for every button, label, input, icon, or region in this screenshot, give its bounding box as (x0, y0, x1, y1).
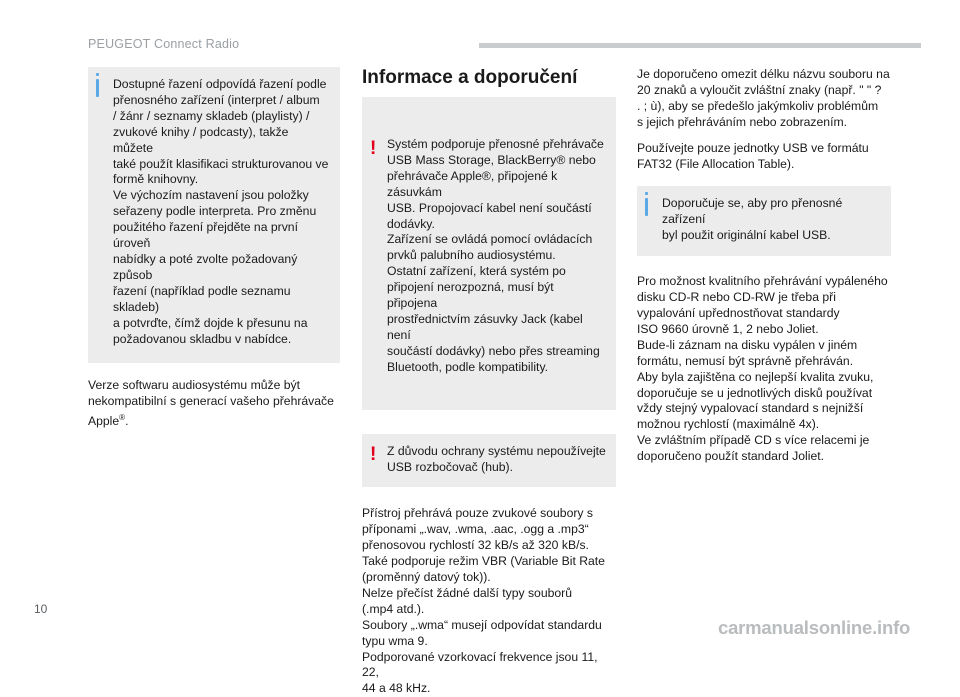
warning-box-usb-hub (362, 434, 616, 488)
audio-formats-paragraph: Přístroj přehrává pouze zvukové soubory s příponami „.wav, .wma, .aac, .ogg a .mp3“ přenosovou rychlostí 32 kB/s až 320 kB/s. Také podporuje režim VBR (Variable Bit Rate (proměnný datový tok)). Nelze přečíst žádné další typy souborů (.mp4 atd.). Soubory „.wma“ musejí odpovídat standardu typu wma 9. Podporované vzorkovací frekvence jsou 11, 22, 44 a 48 kHz. (362, 506, 605, 696)
warning-box-supported-devices (362, 97, 616, 410)
column-1 (88, 67, 340, 430)
warning-icon: ! (370, 443, 377, 465)
info-icon (96, 79, 99, 97)
info-box-sorting (88, 67, 340, 363)
cd-burning-paragraph: Pro možnost kvalitního přehrávání vypáleného disku CD-R nebo CD-RW je třeba při vypalování upřednostňovat standardy ISO 9660 úrovně 1, 2 nebo Joliet. Bude-li záznam na disku vypálen v jiném formátu, nemusí být správně přehráván. Aby byla zajištěna co nejlepší kvalita zvuku, doporučuje se u jednotlivých disků používat vždy stejný vypalovací standard s nejnižší možnou rychlostí (maximálně 4x). Ve zvláštním případě CD s více relacemi je doporučeno použít standard Joliet. (637, 274, 888, 464)
info-box-text: Doporučuje se, aby pro přenosné zařízení byl použit originální kabel USB. (662, 196, 843, 243)
column-2 (362, 67, 616, 697)
filename-length-paragraph: Je doporučeno omezit délku názvu souboru na 20 znaků a vyloučit zvláštní znaky (např. " " ? . ; ù), aby se předešlo jakýmkoliv problémům s jejich přehráváním nebo zobrazením. (637, 67, 890, 129)
fat32-paragraph: Používejte pouze jednotky USB ve formátu FAT32 (File Allocation Table). (637, 140, 869, 171)
header-accent-bar (479, 43, 921, 48)
info-box-original-cable (637, 186, 891, 256)
info-box-text: Dostupné řazení odpovídá řazení podle přenosného zařízení (interpret / album / žánr / seznamy skladeb (playlisty) / zvukové knihy / podcasty), takže můžete také použít klasifikaci strukturovanou ve formě knihovny. Ve výchozím nastavení jsou položky seřazeny podle interpreta. Pro změnu použitého řazení přejděte na první úroveň nabídky a poté zvolte požadovaný způsob řazení (například podle seznamu skladeb) a potvrďte, čímž dojde k přesunu na požadovanou skladbu v nabídce. (113, 77, 329, 346)
warning-icon: ! (370, 138, 377, 159)
section-title: Informace a doporučení (362, 67, 578, 88)
apple-compatibility-paragraph: Verze softwaru audiosystému může být nekompatibilní s generací vašeho přehrávače Apple®. (88, 378, 334, 429)
page-number: 10 (34, 602, 48, 616)
page-header-title: PEUGEOT Connect Radio (88, 37, 240, 51)
warning-box-text: Systém podporuje přenosné přehrávače USB Mass Storage, BlackBerry® nebo přehrávače Apple®, připojené k zásuvkám USB. Propojovací kabel není součástí dodávky. Zařízení se ovládá pomocí ovládacích prvků palubního audiosystému. Ostatní zařízení, která systém po připojení nerozpozná, musí být připojena prostřednictvím zásuvky Jack (kabel není součástí dodávky) nebo přes streaming Bluetooth, podle kompatibility. (387, 137, 604, 374)
column-3 (637, 67, 891, 465)
warning-box-text: Z důvodu ochrany systému nepoužívejte USB rozbočovač (hub). (387, 443, 606, 474)
info-icon (645, 198, 648, 216)
watermark: carmanualsonline.info (718, 617, 911, 638)
